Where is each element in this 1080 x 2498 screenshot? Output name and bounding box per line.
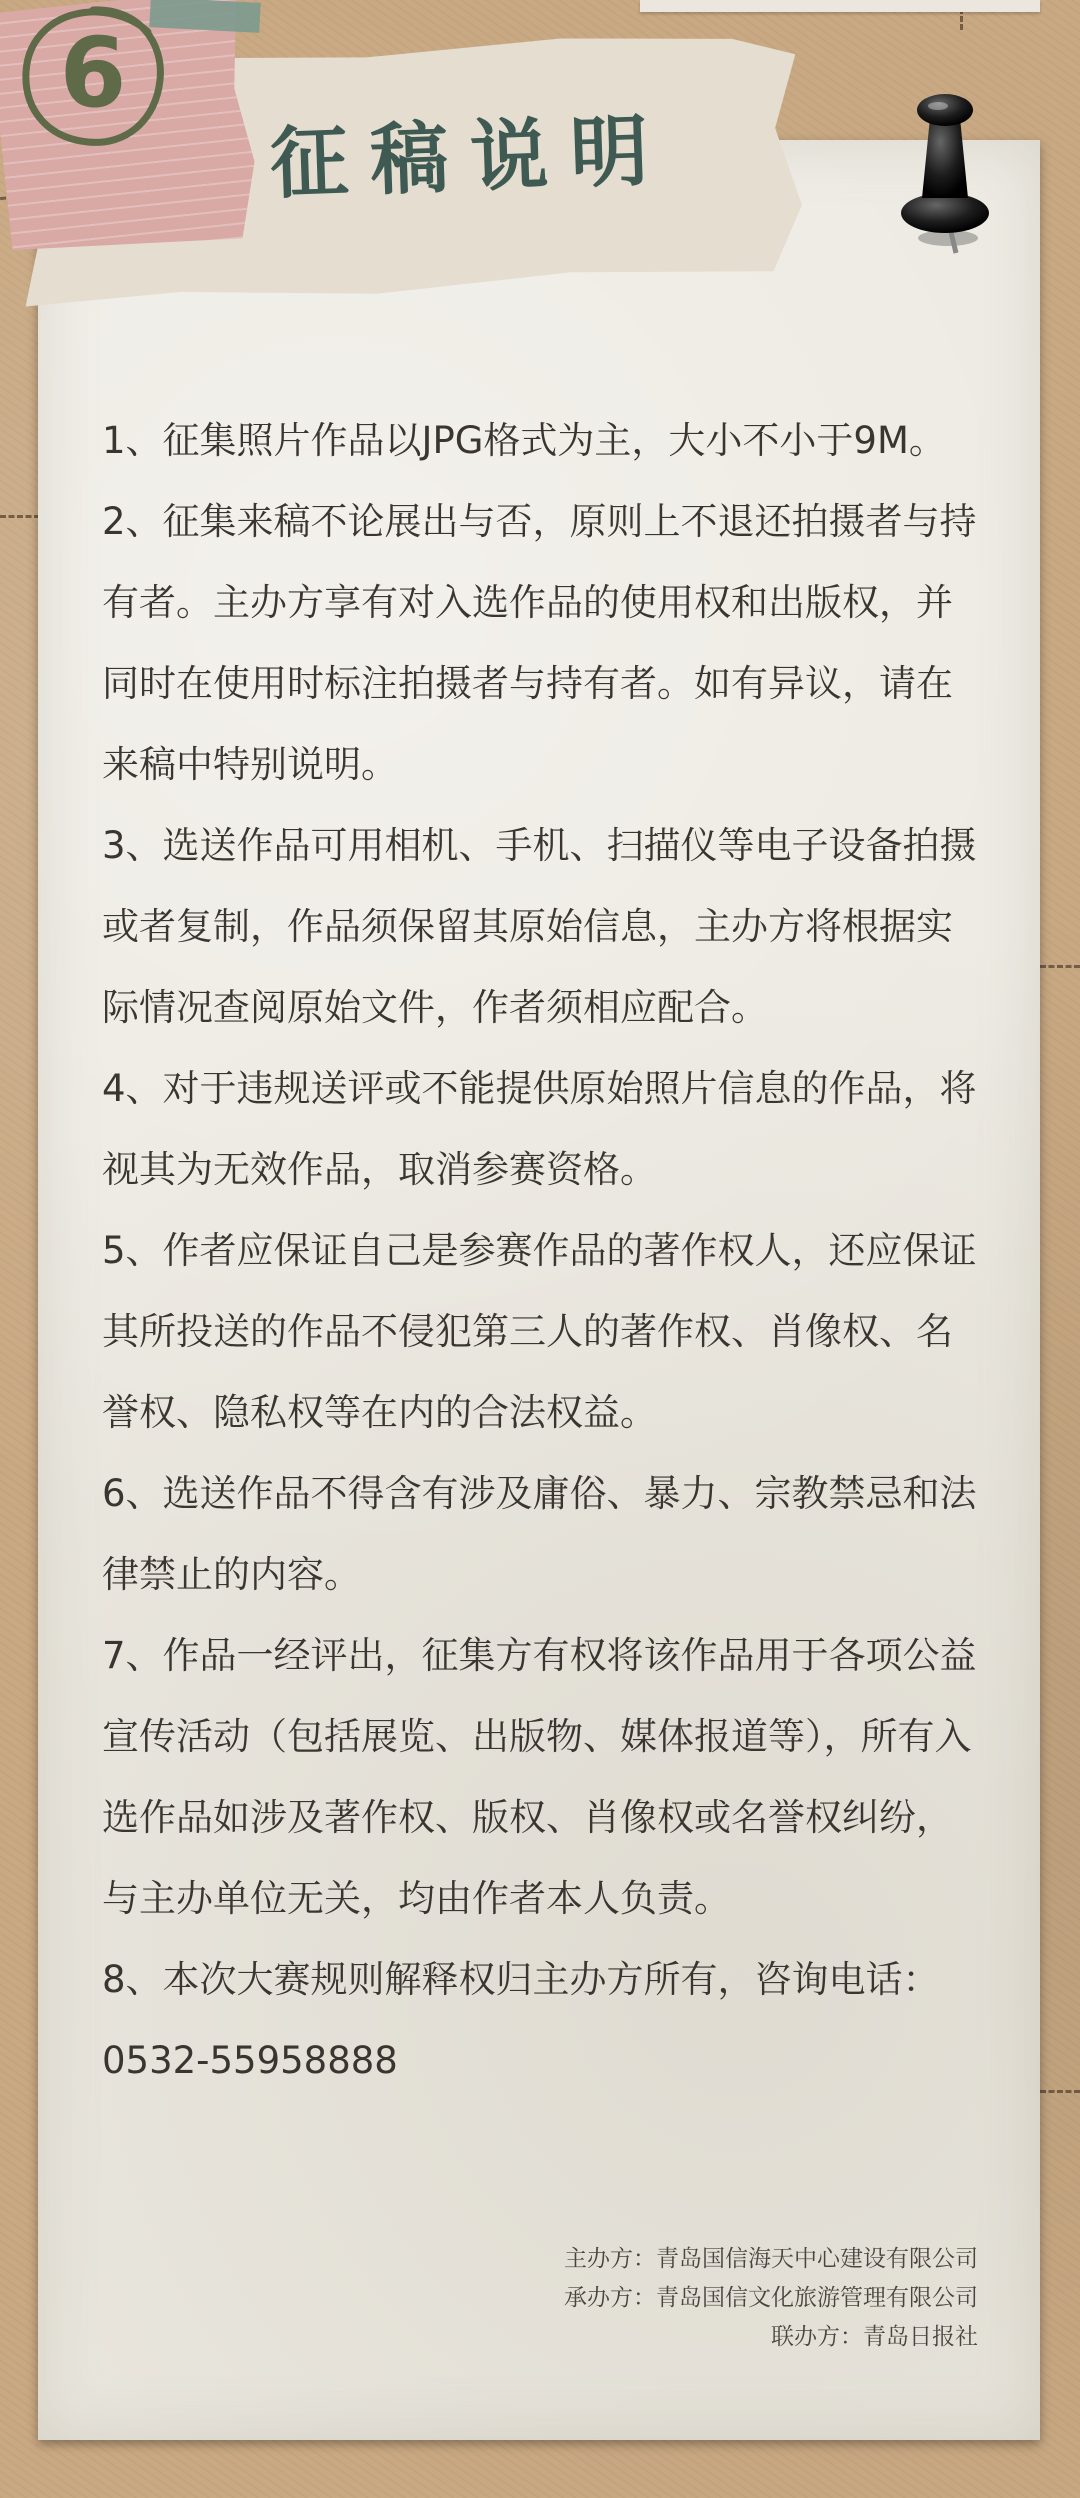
rule-item: 7、作品一经评出，征集方有权将该作品用于各项公益宣传活动（包括展览、出版物、媒体报道等），所有入选作品如涉及著作权、版权、肖像权或名誉权纠纷，与主办单位无关，均由作者本人负责。 <box>102 1634 977 1920</box>
dashed-guide-line <box>1040 2090 1080 2093</box>
rule-item: 6、选送作品不得含有涉及庸俗、暴力、宗教禁忌和法律禁止的内容。 <box>102 1472 977 1596</box>
rule-item: 8、本次大赛规则解释权归主办方所有，咨询电话：0532-55958888 <box>102 1958 940 2082</box>
rule-item: 4、对于违规送评或不能提供原始照片信息的作品，将视其为无效作品，取消参赛资格。 <box>102 1067 977 1191</box>
rule-item: 3、选送作品可用相机、手机、扫描仪等电子设备拍摄或者复制，作品须保留其原始信息，主办方将根据实际情况查阅原始文件，作者须相应配合。 <box>102 824 977 1029</box>
organizer-credit: 承办方：青岛国信文化旅游管理有限公司 <box>564 2285 978 2311</box>
co-organizer-credit: 联办方：青岛日报社 <box>771 2324 978 2350</box>
page-title: 征稿说明 <box>268 106 672 210</box>
pushpin-icon <box>890 78 1000 258</box>
section-number: 6 <box>59 17 127 129</box>
paper-strip <box>640 0 1040 12</box>
circled-number-icon <box>18 2 168 152</box>
rule-item: 2、征集来稿不论展出与否，原则上不退还拍摄者与持有者。主办方享有对入选作品的使用权和出版权，并同时在使用时标注拍摄者与持有者。如有异议，请在来稿中特别说明。 <box>102 500 977 786</box>
organizer-credits <box>564 2240 978 2357</box>
rule-item: 1、征集照片作品以JPG格式为主，大小不小于9M。 <box>102 419 946 462</box>
dashed-guide-line <box>1040 965 1080 968</box>
rules-list <box>102 400 982 2101</box>
host-credit: 主办方：青岛国信海天中心建设有限公司 <box>564 2246 978 2272</box>
rule-item: 5、作者应保证自己是参赛作品的著作权人，还应保证其所投送的作品不侵犯第三人的著作权、肖像权、名誉权、隐私权等在内的合法权益。 <box>102 1229 977 1434</box>
dashed-guide-line <box>0 515 40 518</box>
